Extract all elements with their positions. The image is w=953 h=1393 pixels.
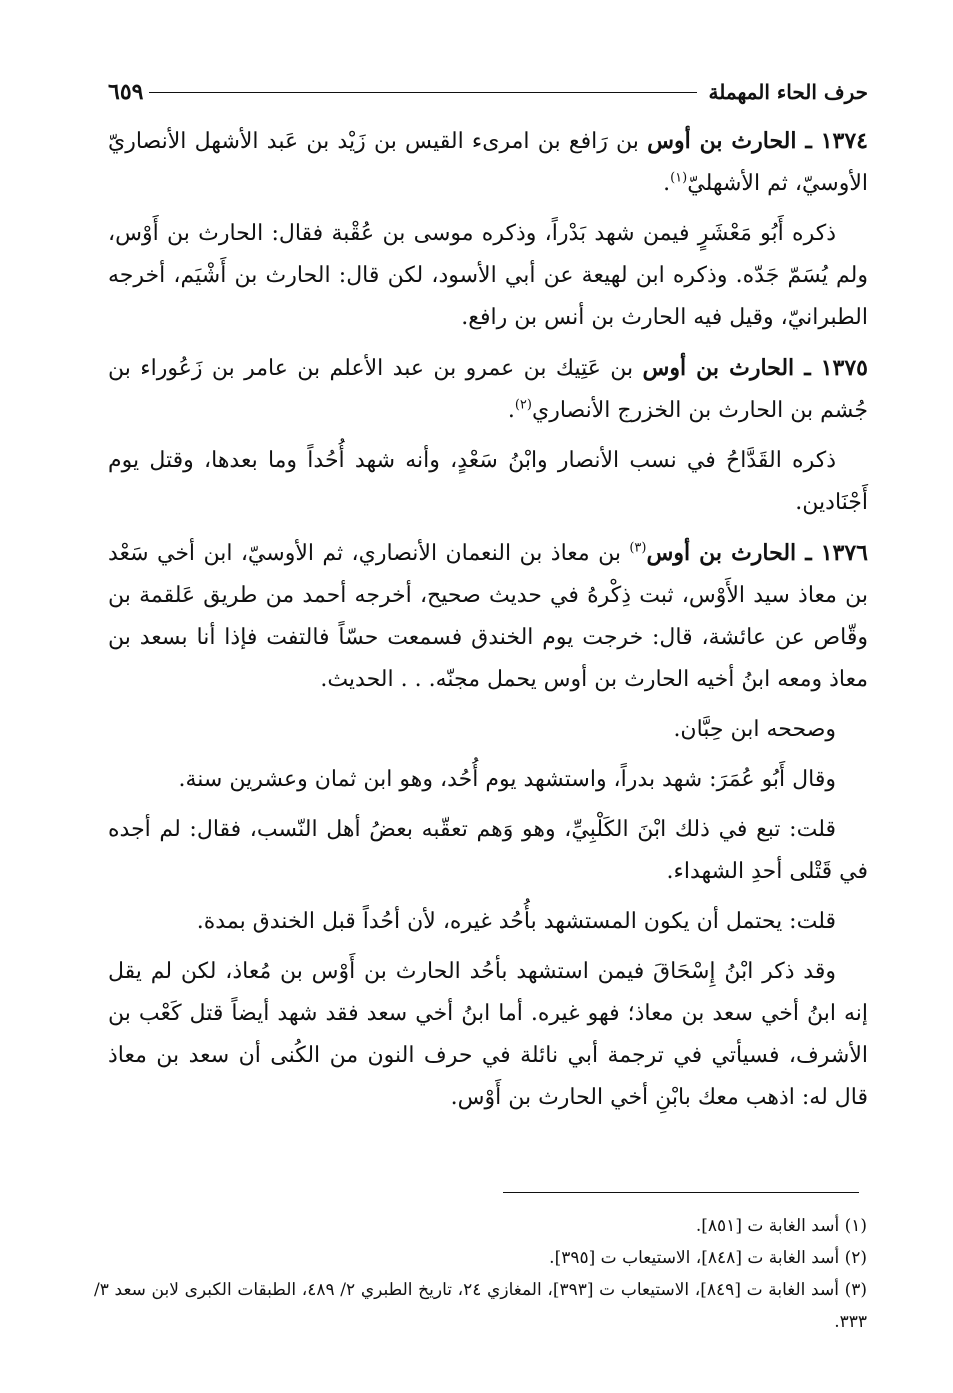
page-number: ٦٥٩: [108, 79, 144, 105]
running-header: [108, 72, 868, 112]
entry-heading: ١٣٧٦ ـ الحارث بن أوس: [646, 540, 868, 566]
entry-tail: .: [507, 398, 515, 423]
paragraph: وقال أَبُو عُمَرَ: شهد بدراً، واستشهد يوم أُحُد، وهو ابن ثمان وعشرين سنة.: [178, 767, 836, 792]
paragraph: قلت: يحتمل أن يكون المستشهد بأُحُد غيره، لأن أحُداً قبل الخندق بمدة.: [196, 909, 836, 934]
main-text: [108, 120, 868, 1127]
footnote-1: (١) أسد الغابة ت [٨٥١].: [695, 1216, 867, 1236]
entry-1374: [108, 120, 868, 205]
footnotes: [94, 1210, 867, 1338]
chapter-title: حرف الحاء المهملة: [708, 80, 868, 104]
paragraph: وصححه ابن حِبَّان.: [673, 717, 836, 742]
paragraph: ذكره القَدَّاحُ في نسب الأنصار وابْنُ سَعْدٍ، وأنه شهد أُحُداً وما بعدها، وقتل يوم أَجْنَادين.: [108, 448, 868, 515]
entry-tail: .: [663, 171, 671, 196]
paragraph: وقد ذكر ابْنُ إِسْحَاقَ فيمن استشهد بأحُد الحارث بن أَوْس بن مُعاذ، لكن لم يقل إنه ابنُ أخي سعد بن معاذ؛ فهو غيره. أما ابنُ أخي سعد فقد شهد أيضاً قتل كَعْب بن الأشرف، فسيأتي في ترجمة أبي نائلة في حرف النون من الكُنى أن سعد بن معاذ قال له: اذهب معك بابْنِ أخي الحارث بن أَوْس.: [108, 959, 868, 1110]
entry-text: بن رَافع بن امرىء القيس بن زَيْد بن عَبد الأشهل الأنصاريّ الأوسيّ، ثم الأشهليّ: [108, 129, 868, 196]
entry-1376: [108, 532, 868, 701]
entry-heading: ١٣٧٤ ـ الحارث بن أوس: [647, 128, 868, 154]
paragraph: ذكره أَبُو مَعْشَرٍ فيمن شهد بَدْراً، وذكره موسى بن عُقْبة فقال: الحارث بن أَوْس، ولم يُسَمّ جَدّه. وذكره ابن لهيعة عن أبي الأسود، لكن قال: الحارث بن أَشْيَم، أخرجه الطبرانيّ، وقيل فيه الحارث بن أنس بن رافع.: [108, 221, 868, 330]
entry-heading: ١٣٧٥ ـ الحارث بن أوس: [642, 355, 868, 381]
header-rule: [149, 92, 696, 93]
entry-text: بن عَتِيك بن عمرو بن عبد الأعلم بن عامر بن زَعُوراء بن جُشم بن الحارث بن الخزرج الأنصاري: [108, 356, 868, 423]
footnote-2: (٢) أسد الغابة ت [٨٤٨]، الاستيعاب ت [٣٩٥].: [549, 1248, 867, 1268]
footnote-separator: [503, 1192, 859, 1193]
footnote-3: (٣) أسد الغابة ت [٨٤٩]، الاستيعاب ت [٣٩٣]، المغازي ٢٤، تاريخ الطبري ٢/ ٤٨٩، الطبقات الكبرى لابن سعد ٣/ ٣٣٣.: [94, 1280, 867, 1332]
footnote-ref-2: (٢): [514, 397, 532, 413]
footnote-ref-1: (١): [670, 170, 688, 186]
entry-1375: [108, 347, 868, 432]
entry-text: بن معاذ بن النعمان الأنصاري، ثم الأوسيّ، ابن أخي سَعْد بن معاذ سيد الأَوْس، ثبت ذِكْرهُ في حديث صحيح، أخرجه أحمد من طريق عَلقمة بن وقّاص عن عائشة، قال: خرجت يوم الخندق فسمعت حسّاً فالتفت فإذا أنا بسعد بن معاذ ومعه ابنُ أخيه الحارث بن أوس يحمل مجنّه. . . الحديث.: [108, 541, 868, 692]
paragraph: قلت: تبع في ذلك ابْنَ الكَلْبِيِّ، وهو وَهم تعقّبه بعضُ أهل النّسب، فقال: لم أجده في قَتْلى أحدِ الشهداء.: [108, 817, 868, 884]
footnote-ref-3: (٣): [629, 540, 647, 556]
